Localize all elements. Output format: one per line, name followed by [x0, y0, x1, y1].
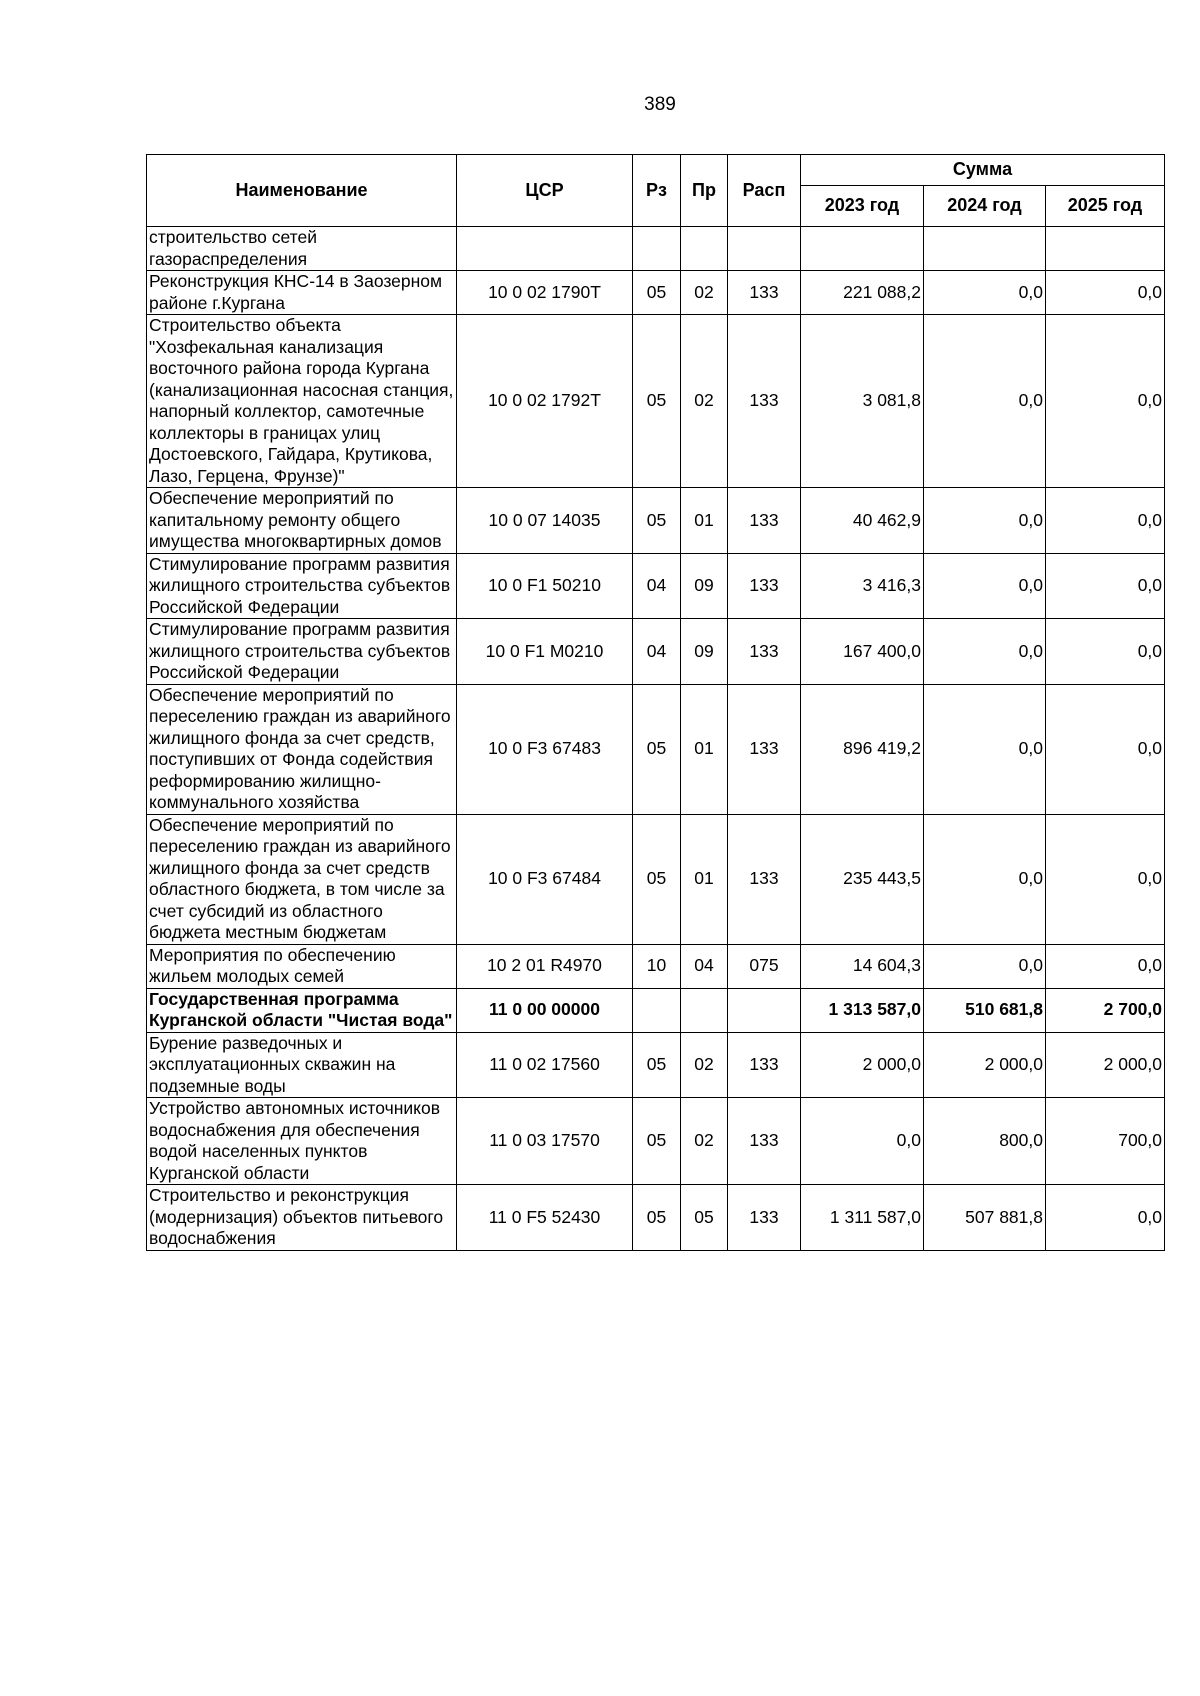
- row-name: Стимулирование программ развития жилищного строительства субъектов Российской Федерации: [147, 619, 457, 685]
- row-rz: [633, 988, 681, 1032]
- row-rz: 05: [633, 1185, 681, 1251]
- row-rz: 05: [633, 814, 681, 944]
- row-pr: [681, 988, 728, 1032]
- row-rasp: [728, 988, 801, 1032]
- row-rz: [633, 227, 681, 271]
- row-sum-2024: [924, 227, 1046, 271]
- table-body: [147, 227, 1165, 1251]
- row-sum-2025: 0,0: [1046, 944, 1165, 988]
- row-sum-2025: 2 700,0: [1046, 988, 1165, 1032]
- row-name: Мероприятия по обеспечению жильем молодых семей: [147, 944, 457, 988]
- header-year-2023: 2023 год: [801, 186, 924, 227]
- row-sum-2023: 14 604,3: [801, 944, 924, 988]
- row-rasp: 133: [728, 553, 801, 619]
- row-sum-2024: 2 000,0: [924, 1032, 1046, 1098]
- header-year-2024: 2024 год: [924, 186, 1046, 227]
- row-pr: 01: [681, 684, 728, 814]
- row-sum-2023: 896 419,2: [801, 684, 924, 814]
- row-sum-2025: [1046, 227, 1165, 271]
- table-row: [147, 814, 1165, 944]
- row-sum-2025: 2 000,0: [1046, 1032, 1165, 1098]
- row-pr: 09: [681, 619, 728, 685]
- table-row: [147, 488, 1165, 554]
- row-sum-2024: 0,0: [924, 944, 1046, 988]
- row-pr: 01: [681, 488, 728, 554]
- row-pr: 04: [681, 944, 728, 988]
- row-name: строительство сетей газораспределения: [147, 227, 457, 271]
- row-sum-2024: 800,0: [924, 1098, 1046, 1185]
- row-csr: 10 0 07 14035: [457, 488, 633, 554]
- row-sum-2024: 510 681,8: [924, 988, 1046, 1032]
- row-rasp: 133: [728, 488, 801, 554]
- row-sum-2024: 0,0: [924, 553, 1046, 619]
- header-pr: Пр: [681, 155, 728, 227]
- row-rasp: 133: [728, 1185, 801, 1251]
- row-sum-2025: 0,0: [1046, 315, 1165, 488]
- row-name: Обеспечение мероприятий по переселению граждан из аварийного жилищного фонда за счет средств, поступивших от Фонда содействия реформированию жилищно-коммунального хозяйства: [147, 684, 457, 814]
- row-name: Бурение разведочных и эксплуатационных скважин на подземные воды: [147, 1032, 457, 1098]
- row-rz: 04: [633, 619, 681, 685]
- row-name: Реконструкция КНС-14 в Заозерном районе г.Кургана: [147, 271, 457, 315]
- row-sum-2023: 3 081,8: [801, 315, 924, 488]
- row-pr: 02: [681, 315, 728, 488]
- table-row: [147, 988, 1165, 1032]
- row-rz: 05: [633, 488, 681, 554]
- row-pr: 02: [681, 1032, 728, 1098]
- row-name: Обеспечение мероприятий по переселению граждан из аварийного жилищного фонда за счет средств областного бюджета, в том числе за счет субсидий из областного бюджета местным бюджетам: [147, 814, 457, 944]
- table-row: [147, 684, 1165, 814]
- row-csr: 10 0 F1 М0210: [457, 619, 633, 685]
- header-rz: Рз: [633, 155, 681, 227]
- row-rasp: 133: [728, 684, 801, 814]
- row-rz: 05: [633, 1032, 681, 1098]
- table-row: [147, 619, 1165, 685]
- row-sum-2023: 167 400,0: [801, 619, 924, 685]
- row-rz: 05: [633, 315, 681, 488]
- budget-table: [146, 154, 1165, 1251]
- row-csr: 11 0 00 00000: [457, 988, 633, 1032]
- row-name: Строительство объекта "Хозфекальная канализация восточного района города Кургана (канализационная насосная станция, напорный коллектор, самотечные коллекторы в границах улиц Достоевского, Гайдара, Крутикова, Лазо, Герцена, Фрунзе)": [147, 315, 457, 488]
- row-rasp: 133: [728, 271, 801, 315]
- row-sum-2025: 0,0: [1046, 271, 1165, 315]
- header-name: Наименование: [147, 155, 457, 227]
- row-rasp: 133: [728, 315, 801, 488]
- row-sum-2025: 0,0: [1046, 684, 1165, 814]
- table-row: [147, 315, 1165, 488]
- row-csr: 10 2 01 R4970: [457, 944, 633, 988]
- row-csr: 11 0 03 17570: [457, 1098, 633, 1185]
- table-row: [147, 1032, 1165, 1098]
- row-sum-2023: 3 416,3: [801, 553, 924, 619]
- row-sum-2025: 700,0: [1046, 1098, 1165, 1185]
- row-csr: 10 0 F3 67483: [457, 684, 633, 814]
- row-sum-2025: 0,0: [1046, 553, 1165, 619]
- row-sum-2023: 235 443,5: [801, 814, 924, 944]
- header-rasp: Расп: [728, 155, 801, 227]
- row-sum-2024: 0,0: [924, 488, 1046, 554]
- row-rz: 05: [633, 684, 681, 814]
- row-csr: 11 0 02 17560: [457, 1032, 633, 1098]
- table-row: [147, 271, 1165, 315]
- row-pr: [681, 227, 728, 271]
- row-sum-2025: 0,0: [1046, 488, 1165, 554]
- row-rasp: 075: [728, 944, 801, 988]
- row-sum-2023: 221 088,2: [801, 271, 924, 315]
- row-sum-2024: 0,0: [924, 814, 1046, 944]
- row-sum-2023: 2 000,0: [801, 1032, 924, 1098]
- table-row: [147, 553, 1165, 619]
- row-sum-2023: 1 313 587,0: [801, 988, 924, 1032]
- header-sum: Сумма: [801, 155, 1165, 186]
- row-rasp: 133: [728, 619, 801, 685]
- header-year-2025: 2025 год: [1046, 186, 1165, 227]
- row-rasp: 133: [728, 1098, 801, 1185]
- row-csr: 10 0 02 1792Т: [457, 315, 633, 488]
- header-csr: ЦСР: [457, 155, 633, 227]
- row-rz: 10: [633, 944, 681, 988]
- row-name: Строительство и реконструкция (модернизация) объектов питьевого водоснабжения: [147, 1185, 457, 1251]
- table-row: [147, 1098, 1165, 1185]
- row-pr: 02: [681, 271, 728, 315]
- row-name: Государственная программа Курганской области "Чистая вода": [147, 988, 457, 1032]
- row-rasp: 133: [728, 814, 801, 944]
- row-sum-2024: 0,0: [924, 619, 1046, 685]
- row-sum-2023: 1 311 587,0: [801, 1185, 924, 1251]
- row-name: Обеспечение мероприятий по капитальному ремонту общего имущества многоквартирных домов: [147, 488, 457, 554]
- row-sum-2024: 507 881,8: [924, 1185, 1046, 1251]
- row-sum-2024: 0,0: [924, 315, 1046, 488]
- row-csr: 10 0 02 1790Т: [457, 271, 633, 315]
- row-rz: 05: [633, 271, 681, 315]
- table-row: [147, 227, 1165, 271]
- row-csr: 10 0 F1 50210: [457, 553, 633, 619]
- row-pr: 02: [681, 1098, 728, 1185]
- row-csr: 11 0 F5 52430: [457, 1185, 633, 1251]
- row-csr: 10 0 F3 67484: [457, 814, 633, 944]
- row-sum-2025: 0,0: [1046, 619, 1165, 685]
- row-pr: 09: [681, 553, 728, 619]
- row-rasp: [728, 227, 801, 271]
- row-csr: [457, 227, 633, 271]
- row-sum-2025: 0,0: [1046, 814, 1165, 944]
- row-sum-2023: [801, 227, 924, 271]
- row-name: Стимулирование программ развития жилищного строительства субъектов Российской Федерации: [147, 553, 457, 619]
- row-pr: 01: [681, 814, 728, 944]
- page-number: 389: [644, 94, 676, 115]
- row-sum-2024: 0,0: [924, 684, 1046, 814]
- row-rasp: 133: [728, 1032, 801, 1098]
- row-sum-2023: 0,0: [801, 1098, 924, 1185]
- row-rz: 04: [633, 553, 681, 619]
- table-row: [147, 944, 1165, 988]
- row-rz: 05: [633, 1098, 681, 1185]
- row-name: Устройство автономных источников водоснабжения для обеспечения водой населенных пунктов Курганской области: [147, 1098, 457, 1185]
- row-sum-2024: 0,0: [924, 271, 1046, 315]
- table-row: [147, 1185, 1165, 1251]
- row-sum-2025: 0,0: [1046, 1185, 1165, 1251]
- row-pr: 05: [681, 1185, 728, 1251]
- row-sum-2023: 40 462,9: [801, 488, 924, 554]
